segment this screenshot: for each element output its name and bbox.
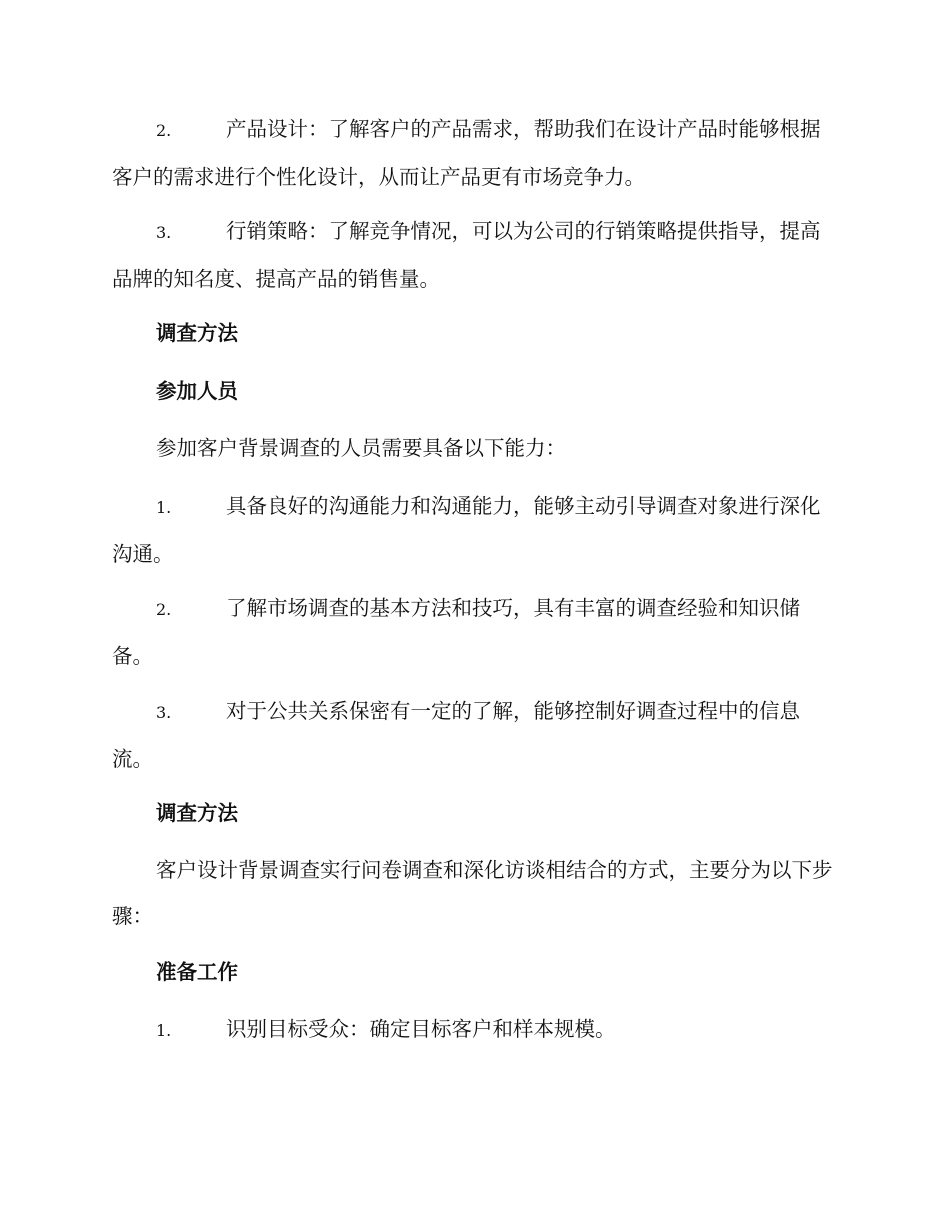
participants-intro: 参加客户背景调查的人员需要具备以下能力： bbox=[156, 436, 566, 460]
section-heading-participants: 参加人员 bbox=[156, 379, 238, 403]
list-item-ability-1 bbox=[112, 483, 834, 577]
list-text: 对于公共关系保密有一定的了解，能够控制好调查过程中的信息流。 bbox=[112, 699, 800, 771]
list-item-prep-1 bbox=[112, 1006, 834, 1054]
section-heading-preparation: 准备工作 bbox=[156, 960, 238, 984]
list-item-product-design bbox=[112, 106, 834, 200]
list-text: 识别目标受众：确定目标客户和样本规模。 bbox=[226, 1017, 616, 1041]
list-text: 产品设计：了解客户的产品需求，帮助我们在设计产品时能够根据客户的需求进行个性化设计，从而让产品更有市场竞争力。 bbox=[112, 117, 821, 189]
method-intro: 客户设计背景调查实行问卷调查和深化访谈相结合的方式，主要分为以下步骤： bbox=[112, 858, 833, 928]
list-number: 3. bbox=[156, 223, 172, 242]
list-number: 3. bbox=[156, 703, 172, 722]
section-heading-survey-method: 调查方法 bbox=[156, 321, 238, 345]
list-number: 2. bbox=[156, 121, 172, 140]
list-item-ability-3 bbox=[112, 688, 834, 782]
section-heading-survey-method-2: 调查方法 bbox=[156, 801, 238, 825]
list-number: 2. bbox=[156, 600, 172, 619]
list-text: 具备良好的沟通能力和沟通能力，能够主动引导调查对象进行深化沟通。 bbox=[112, 494, 821, 566]
list-item-marketing-strategy bbox=[112, 208, 834, 302]
list-text: 了解市场调查的基本方法和技巧，具有丰富的调查经验和知识储备。 bbox=[112, 596, 800, 668]
list-number: 1. bbox=[156, 1021, 172, 1040]
list-text: 行销策略：了解竞争情况，可以为公司的行销策略提供指导，提高品牌的知名度、提高产品的销售量。 bbox=[112, 219, 821, 291]
list-item-ability-2 bbox=[112, 585, 834, 679]
list-number: 1. bbox=[156, 498, 172, 517]
